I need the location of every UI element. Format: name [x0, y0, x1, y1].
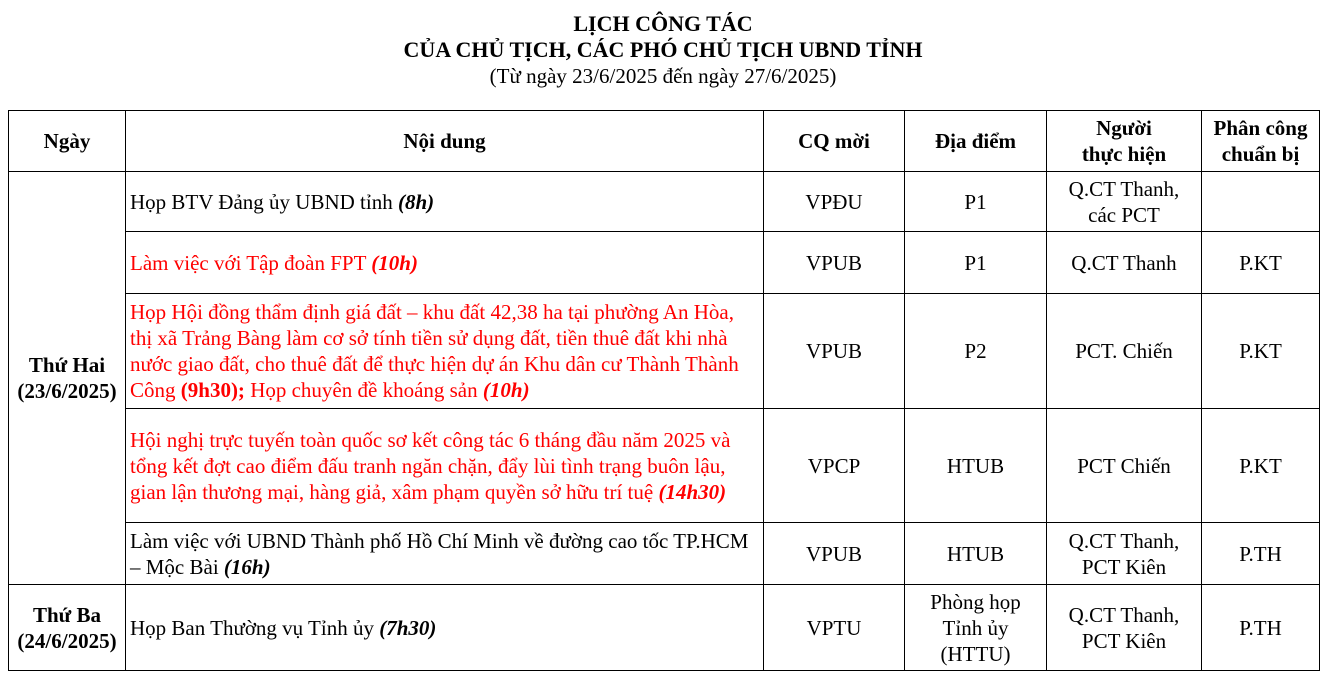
title-line-2: CỦA CHỦ TỊCH, CÁC PHÓ CHỦ TỊCH UBND TỈNH [403, 37, 923, 62]
content-cell: Hội nghị trực tuyến toàn quốc sơ kết công tác 6 tháng đầu năm 2025 và tổng kết đợt cao điểm đấu tranh ngăn chặn, đẩy lùi tình trạng buôn lậu, gian lận thương mại, hàng giả, xâm phạm quyền sở hữu trí tuệ (14h30) [126, 409, 764, 523]
table-row [9, 294, 1320, 409]
location-cell: P2 [905, 294, 1047, 409]
agency-cell: VPUB [764, 294, 905, 409]
col-header-performer: Người thực hiện [1047, 111, 1202, 172]
content-cell: Làm việc với UBND Thành phố Hồ Chí Minh về đường cao tốc TP.HCM – Mộc Bài (16h) [126, 523, 764, 585]
content-cell: Họp Ban Thường vụ Tỉnh ủy (7h30) [126, 585, 764, 671]
performer-cell: Q.CT Thanh [1047, 232, 1202, 294]
day-cell-monday: Thứ Hai (23/6/2025) [9, 172, 126, 585]
prep-cell [1202, 172, 1320, 232]
table-row [9, 409, 1320, 523]
performer-cell: Q.CT Thanh, các PCT [1047, 172, 1202, 232]
col-header-day: Ngày [9, 111, 126, 172]
performer-cell: PCT Chiến [1047, 409, 1202, 523]
prep-cell: P.TH [1202, 523, 1320, 585]
table-row [9, 172, 1320, 232]
location-cell: P1 [905, 172, 1047, 232]
table-row [9, 585, 1320, 671]
performer-cell: Q.CT Thanh, PCT Kiên [1047, 585, 1202, 671]
col-header-agency: CQ mời [764, 111, 905, 172]
location-cell: Phòng họp Tỉnh ủy (HTTU) [905, 585, 1047, 671]
header-row [9, 111, 1320, 172]
col-header-content: Nội dung [126, 111, 764, 172]
col-header-prep: Phân công chuẩn bị [1202, 111, 1320, 172]
prep-cell: P.KT [1202, 409, 1320, 523]
schedule-table [8, 110, 1320, 671]
prep-cell: P.TH [1202, 585, 1320, 671]
col-header-location: Địa điểm [905, 111, 1047, 172]
agency-cell: VPĐU [764, 172, 905, 232]
content-cell: Họp BTV Đảng ủy UBND tỉnh (8h) [126, 172, 764, 232]
content-cell: Làm việc với Tập đoàn FPT (10h) [126, 232, 764, 294]
agency-cell: VPUB [764, 232, 905, 294]
prep-cell: P.KT [1202, 294, 1320, 409]
location-cell: HTUB [905, 409, 1047, 523]
agency-cell: VPTU [764, 585, 905, 671]
agency-cell: VPUB [764, 523, 905, 585]
performer-cell: Q.CT Thanh, PCT Kiên [1047, 523, 1202, 585]
date-range: (Từ ngày 23/6/2025 đến ngày 27/6/2025) [489, 64, 837, 88]
agency-cell: VPCP [764, 409, 905, 523]
content-cell: Họp Hội đồng thẩm định giá đất – khu đất 42,38 ha tại phường An Hòa, thị xã Trảng Bàng làm cơ sở tính tiền sử dụng đất, tiền thuê đất khi nhà nước giao đất, cho thuê đất để thực hiện dự án Khu dân cư Thành Thành Công (9h30); Họp chuyên đề khoáng sản (10h) [126, 294, 764, 409]
document-header [0, 0, 1326, 89]
performer-cell: PCT. Chiến [1047, 294, 1202, 409]
prep-cell: P.KT [1202, 232, 1320, 294]
day-cell-tuesday: Thứ Ba (24/6/2025) [9, 585, 126, 671]
location-cell: HTUB [905, 523, 1047, 585]
title-line-1: LỊCH CÔNG TÁC [573, 11, 753, 36]
table-row [9, 523, 1320, 585]
table-row [9, 232, 1320, 294]
location-cell: P1 [905, 232, 1047, 294]
